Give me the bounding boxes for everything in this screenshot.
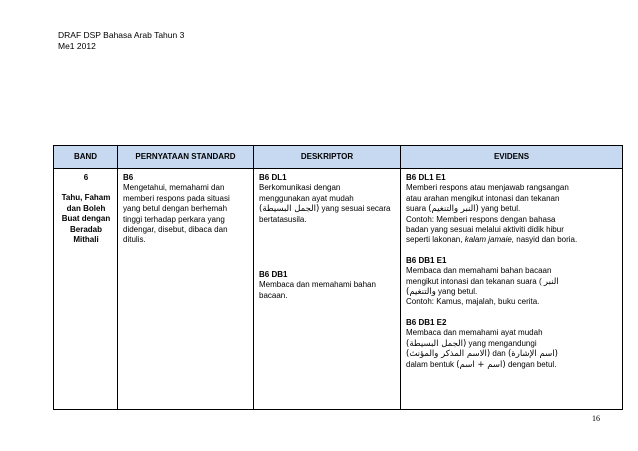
evidence-line: [406, 235, 618, 245]
arabic-text: (اسم + اسم): [456, 359, 506, 370]
evidence-line: Contoh: Memberi respons dengan bahasa: [406, 214, 556, 224]
arabic-text: والتنغيم): [406, 287, 436, 298]
standard-cell: [118, 169, 254, 410]
page-number: 16: [592, 414, 600, 423]
band-line: Buat dengan: [61, 214, 111, 224]
arabic-text: النبر: [543, 276, 559, 287]
standard-line: didengar, disebut, dibaca dan: [123, 225, 228, 235]
standard-code: B6: [123, 173, 134, 182]
descriptor-text: yang sesuai secara: [319, 204, 391, 214]
evidence-line: [406, 277, 618, 287]
descriptor-dl1-code: B6 DL1: [259, 173, 287, 182]
header-subtitle: Me1 2012: [58, 41, 96, 51]
evidence-db1e1-code: B6 DB1 E1: [406, 255, 447, 265]
column-header-descriptor: DESKRIPTOR: [254, 146, 401, 169]
evidence-text: yang betul.: [435, 287, 478, 297]
descriptor-db1-code: B6 DB1: [259, 270, 288, 280]
column-header-standard: PERNYATAAN STANDARD: [118, 146, 254, 169]
descriptor-cell: [254, 169, 401, 410]
descriptor-line: Membaca dan memahami bahan: [259, 280, 376, 290]
table-row: [54, 169, 623, 410]
header-title: DRAF DSP Bahasa Arab Tahun 3: [58, 30, 185, 40]
evidence-line: [406, 339, 618, 349]
band-cell: [54, 169, 118, 410]
standard-line: yang betul dengan berhemah: [123, 204, 228, 214]
evidence-line: Contoh: Kamus, majalah, buku cerita.: [406, 297, 540, 307]
evidence-line: Membaca dan memahami ayat mudah: [406, 328, 543, 338]
evidence-italic-text: kalam jamaie,: [464, 235, 515, 245]
evidence-cell: [401, 169, 623, 410]
arabic-text: (الجمل البسيطة): [406, 338, 467, 349]
descriptor-line: bertatasusila.: [259, 214, 307, 224]
descriptor-line: Berkomunikasi dengan: [259, 183, 341, 193]
evidence-line: Memberi respons atau menjawab rangsangan: [406, 183, 569, 193]
table-header-row: [54, 146, 623, 169]
evidence-line: atau arahan mengikut intonasi dan tekanan: [406, 193, 560, 203]
evidence-line: Membaca dan memahami bahan bacaan: [406, 266, 552, 276]
standard-line: memberi respons pada situasi: [123, 193, 230, 203]
evidence-line: badan yang sesuai melalui aktiviti didik hibur: [406, 225, 564, 235]
descriptor-line: bacaan.: [259, 290, 288, 300]
column-header-band: BAND: [54, 146, 118, 169]
arabic-text: (الاسم المذكر والمؤنث): [406, 349, 491, 360]
evidence-text: nasyid dan boria.: [514, 235, 578, 245]
evidence-text: seperti lakonan,: [406, 235, 465, 245]
column-header-evidence: EVIDENS: [401, 146, 623, 169]
evidence-text: yang betul.: [478, 204, 521, 214]
band-number: 6: [83, 173, 89, 182]
evidence-line: [406, 349, 618, 359]
evidence-text: mengikut intonasi dan tekanan suara (: [406, 276, 544, 286]
band-line: Tahu, Faham: [61, 193, 111, 203]
arabic-text: (اسم الإشارة): [507, 349, 558, 360]
evidence-text: yang mengandungi: [466, 338, 537, 348]
descriptor-line: menggunakan ayat mudah: [259, 193, 354, 203]
band-line: Mithali: [73, 235, 99, 245]
evidence-text: dalam bentuk: [406, 359, 457, 369]
document-header: [58, 30, 184, 52]
evidence-line: [406, 204, 618, 214]
evidence-text: suara: [406, 204, 429, 214]
standard-line: tinggi terhadap perkara yang: [123, 214, 225, 224]
evidence-db1e2-code: B6 DB1 E2: [406, 317, 447, 327]
evidence-line: [406, 360, 618, 370]
standard-line: Mengetahui, memahami dan: [123, 183, 225, 193]
arabic-text: (الجمل البسيطة): [259, 204, 320, 215]
standard-line: ditulis.: [123, 235, 146, 245]
band-line: Beradab: [69, 224, 102, 234]
standards-table: [53, 145, 623, 410]
evidence-dl1e1-code: B6 DL1 E1: [406, 173, 446, 182]
band-line: dan Boleh: [66, 203, 106, 213]
descriptor-line: [259, 204, 396, 214]
evidence-text: dengan betul.: [505, 359, 557, 369]
evidence-text: dan: [490, 349, 508, 359]
arabic-text: (النبر والتنغيم): [428, 204, 479, 215]
evidence-line: [406, 287, 618, 297]
